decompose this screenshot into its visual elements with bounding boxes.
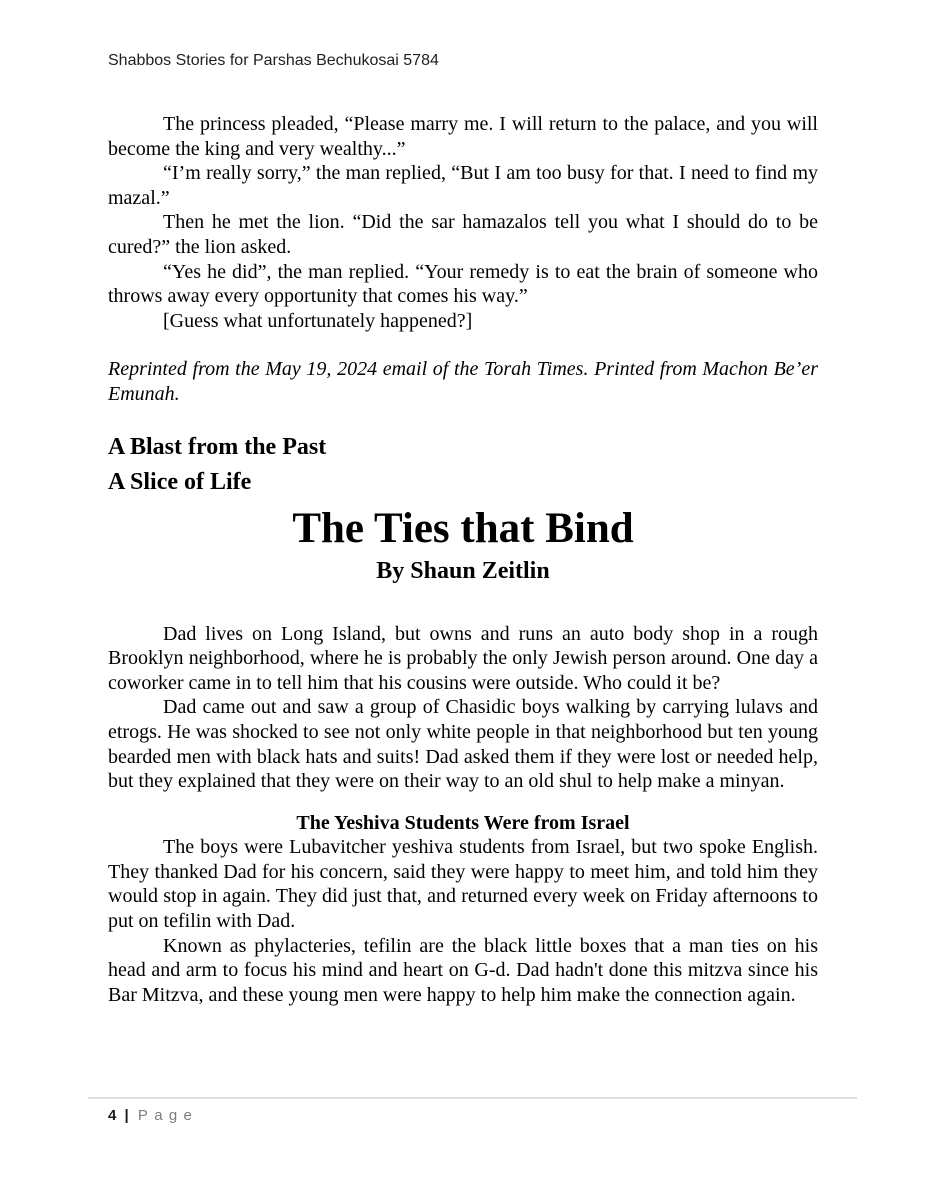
page-footer — [88, 1097, 857, 1124]
kicker-line: A Slice of Life — [108, 468, 252, 495]
section-kickers — [108, 430, 818, 500]
footer-text — [88, 1107, 857, 1124]
story-paragraph: Dad came out and saw a group of Chasidic boys walking by carrying lulavs and etrogs. He was shocked to see not only white people in that neighborhood but ten young bearded men with black hats and suits! Dad asked them if they were lost or needed help, but they explained that they were on their way to an old shul to help make a minyan. — [108, 696, 818, 793]
story-paragraph: Dad lives on Long Island, but owns and runs an auto body shop in a rough Brooklyn neighborhood, where he is probably the only Jewish person around. One day a coworker came in to tell him that his cousins were outside. Who could it be? — [108, 622, 818, 694]
source-attribution: Reprinted from the May 19, 2024 email of the Torah Times. Printed from Machon Be’er Emunah. — [108, 358, 818, 405]
story-paragraph: [Guess what unfortunately happened?] — [163, 309, 473, 332]
running-header: Shabbos Stories for Parshas Bechukosai 5784 — [108, 52, 439, 69]
byline: By Shaun Zeitlin — [376, 557, 550, 584]
page-number: 4 — [108, 1107, 117, 1124]
story-paragraph: The princess pleaded, “Please marry me. I will return to the palace, and you will become the king and very wealthy...” — [108, 113, 818, 160]
story-paragraph: “I’m really sorry,” the man replied, “But I am too busy for that. I need to find my mazal.” — [108, 162, 818, 209]
story-paragraph: The boys were Lubavitcher yeshiva students from Israel, but two spoke English. They thanked Dad for his concern, said they were happy to meet him, and told him they would stop in again. They did just that, and returned every week on Friday afternoons to put on tefilin with Dad. — [108, 836, 818, 933]
story-paragraph: Then he met the lion. “Did the sar hamazalos tell you what I should do to be cured?” the lion asked. — [108, 211, 818, 258]
footer-separator: | — [124, 1107, 129, 1124]
story-paragraph: Known as phylacteries, tefilin are the black little boxes that a man ties on his head and arm to focus his mind and heart on G-d. Dad hadn't done this mitzva since his Bar Mitzva, and these young men were happy to help him make the connection again. — [108, 934, 818, 1006]
kicker-line: A Blast from the Past — [108, 433, 327, 460]
page-label: Page — [137, 1107, 199, 1124]
story-paragraph: “Yes he did”, the man replied. “Your remedy is to eat the brain of someone who throws away every opportunity that comes his way.” — [108, 260, 818, 308]
page-body — [108, 112, 818, 1007]
story-title: The Ties that Bind — [292, 504, 634, 552]
section-subheading: The Yeshiva Students Were from Israel — [296, 811, 630, 834]
